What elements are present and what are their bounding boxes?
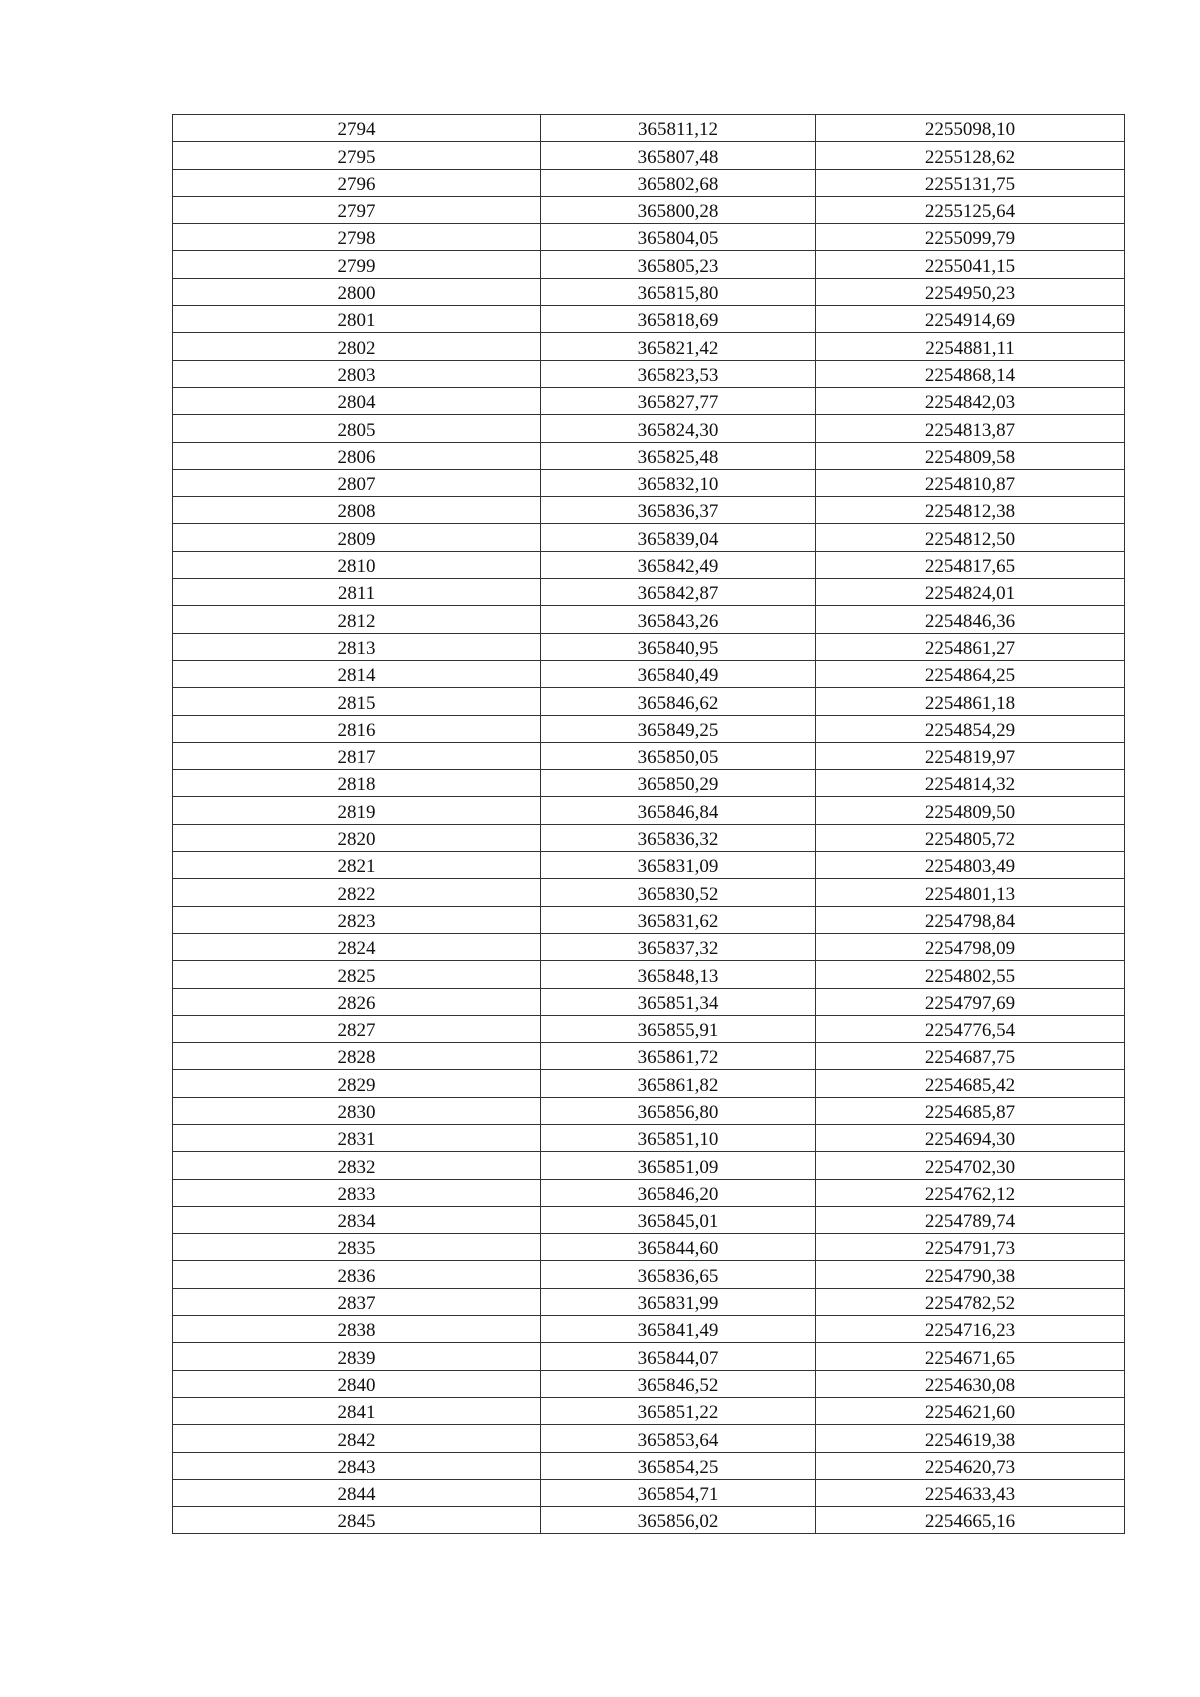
table-row xyxy=(173,1043,1125,1070)
table-row xyxy=(173,278,1125,305)
point-number-cell: 2825 xyxy=(173,961,541,988)
x-coordinate-cell: 365853,64 xyxy=(541,1425,816,1452)
y-coordinate-cell: 2255098,10 xyxy=(816,115,1125,142)
y-coordinate-cell: 2254621,60 xyxy=(816,1397,1125,1424)
y-coordinate-cell: 2254813,87 xyxy=(816,415,1125,442)
x-coordinate-cell: 365850,05 xyxy=(541,742,816,769)
point-number-cell: 2805 xyxy=(173,415,541,442)
point-number-cell: 2829 xyxy=(173,1070,541,1097)
x-coordinate-cell: 365800,28 xyxy=(541,196,816,223)
x-coordinate-cell: 365815,80 xyxy=(541,278,816,305)
y-coordinate-cell: 2254762,12 xyxy=(816,1179,1125,1206)
point-number-cell: 2797 xyxy=(173,196,541,223)
x-coordinate-cell: 365854,71 xyxy=(541,1479,816,1506)
y-coordinate-cell: 2254790,38 xyxy=(816,1261,1125,1288)
table-row xyxy=(173,824,1125,851)
x-coordinate-cell: 365802,68 xyxy=(541,169,816,196)
y-coordinate-cell: 2254914,69 xyxy=(816,306,1125,333)
table-row xyxy=(173,660,1125,687)
x-coordinate-cell: 365851,22 xyxy=(541,1397,816,1424)
point-number-cell: 2809 xyxy=(173,524,541,551)
y-coordinate-cell: 2254665,16 xyxy=(816,1507,1125,1534)
table-row xyxy=(173,142,1125,169)
table-row xyxy=(173,251,1125,278)
x-coordinate-cell: 365861,82 xyxy=(541,1070,816,1097)
point-number-cell: 2826 xyxy=(173,988,541,1015)
table-row xyxy=(173,715,1125,742)
x-coordinate-cell: 365846,52 xyxy=(541,1370,816,1397)
table-row xyxy=(173,633,1125,660)
y-coordinate-cell: 2254633,43 xyxy=(816,1479,1125,1506)
point-number-cell: 2835 xyxy=(173,1234,541,1261)
point-number-cell: 2801 xyxy=(173,306,541,333)
table-row xyxy=(173,1343,1125,1370)
table-row xyxy=(173,551,1125,578)
y-coordinate-cell: 2254868,14 xyxy=(816,360,1125,387)
point-number-cell: 2795 xyxy=(173,142,541,169)
x-coordinate-cell: 365851,09 xyxy=(541,1152,816,1179)
x-coordinate-cell: 365846,84 xyxy=(541,797,816,824)
x-coordinate-cell: 365856,80 xyxy=(541,1097,816,1124)
x-coordinate-cell: 365831,09 xyxy=(541,852,816,879)
table-row xyxy=(173,742,1125,769)
table-row xyxy=(173,1261,1125,1288)
table-row xyxy=(173,333,1125,360)
x-coordinate-cell: 365832,10 xyxy=(541,469,816,496)
table-row xyxy=(173,115,1125,142)
table-row xyxy=(173,1316,1125,1343)
y-coordinate-cell: 2254685,42 xyxy=(816,1070,1125,1097)
x-coordinate-cell: 365849,25 xyxy=(541,715,816,742)
point-number-cell: 2834 xyxy=(173,1206,541,1233)
point-number-cell: 2842 xyxy=(173,1425,541,1452)
x-coordinate-cell: 365811,12 xyxy=(541,115,816,142)
y-coordinate-cell: 2254819,97 xyxy=(816,742,1125,769)
point-number-cell: 2831 xyxy=(173,1124,541,1151)
y-coordinate-cell: 2254776,54 xyxy=(816,1015,1125,1042)
table-row xyxy=(173,1507,1125,1534)
x-coordinate-cell: 365805,23 xyxy=(541,251,816,278)
y-coordinate-cell: 2254864,25 xyxy=(816,660,1125,687)
table-row xyxy=(173,387,1125,414)
x-coordinate-cell: 365846,20 xyxy=(541,1179,816,1206)
table-row xyxy=(173,306,1125,333)
point-number-cell: 2808 xyxy=(173,497,541,524)
y-coordinate-cell: 2254846,36 xyxy=(816,606,1125,633)
y-coordinate-cell: 2254812,38 xyxy=(816,497,1125,524)
y-coordinate-cell: 2254802,55 xyxy=(816,961,1125,988)
y-coordinate-cell: 2254801,13 xyxy=(816,879,1125,906)
y-coordinate-cell: 2255041,15 xyxy=(816,251,1125,278)
y-coordinate-cell: 2254854,29 xyxy=(816,715,1125,742)
y-coordinate-cell: 2254809,50 xyxy=(816,797,1125,824)
y-coordinate-cell: 2254817,65 xyxy=(816,551,1125,578)
point-number-cell: 2799 xyxy=(173,251,541,278)
y-coordinate-cell: 2254671,65 xyxy=(816,1343,1125,1370)
y-coordinate-cell: 2255128,62 xyxy=(816,142,1125,169)
y-coordinate-cell: 2254881,11 xyxy=(816,333,1125,360)
y-coordinate-cell: 2254685,87 xyxy=(816,1097,1125,1124)
y-coordinate-cell: 2254791,73 xyxy=(816,1234,1125,1261)
point-number-cell: 2839 xyxy=(173,1343,541,1370)
point-number-cell: 2812 xyxy=(173,606,541,633)
table-row xyxy=(173,606,1125,633)
table-row xyxy=(173,360,1125,387)
y-coordinate-cell: 2254782,52 xyxy=(816,1288,1125,1315)
coordinates-table xyxy=(172,114,1125,1534)
y-coordinate-cell: 2254797,69 xyxy=(816,988,1125,1015)
table-row xyxy=(173,1097,1125,1124)
point-number-cell: 2816 xyxy=(173,715,541,742)
table-row xyxy=(173,1288,1125,1315)
y-coordinate-cell: 2254789,74 xyxy=(816,1206,1125,1233)
table-row xyxy=(173,906,1125,933)
y-coordinate-cell: 2254814,32 xyxy=(816,770,1125,797)
table-row xyxy=(173,442,1125,469)
y-coordinate-cell: 2255131,75 xyxy=(816,169,1125,196)
point-number-cell: 2803 xyxy=(173,360,541,387)
x-coordinate-cell: 365848,13 xyxy=(541,961,816,988)
x-coordinate-cell: 365830,52 xyxy=(541,879,816,906)
table-row xyxy=(173,579,1125,606)
table-row xyxy=(173,497,1125,524)
point-number-cell: 2815 xyxy=(173,688,541,715)
point-number-cell: 2832 xyxy=(173,1152,541,1179)
point-number-cell: 2811 xyxy=(173,579,541,606)
table-row xyxy=(173,415,1125,442)
x-coordinate-cell: 365837,32 xyxy=(541,933,816,960)
x-coordinate-cell: 365839,04 xyxy=(541,524,816,551)
y-coordinate-cell: 2254702,30 xyxy=(816,1152,1125,1179)
x-coordinate-cell: 365804,05 xyxy=(541,224,816,251)
point-number-cell: 2830 xyxy=(173,1097,541,1124)
x-coordinate-cell: 365843,26 xyxy=(541,606,816,633)
y-coordinate-cell: 2254812,50 xyxy=(816,524,1125,551)
table-row xyxy=(173,524,1125,551)
y-coordinate-cell: 2254805,72 xyxy=(816,824,1125,851)
point-number-cell: 2810 xyxy=(173,551,541,578)
table-row xyxy=(173,1479,1125,1506)
point-number-cell: 2845 xyxy=(173,1507,541,1534)
x-coordinate-cell: 365840,95 xyxy=(541,633,816,660)
point-number-cell: 2823 xyxy=(173,906,541,933)
table-row xyxy=(173,469,1125,496)
point-number-cell: 2817 xyxy=(173,742,541,769)
table-row xyxy=(173,1070,1125,1097)
y-coordinate-cell: 2254798,09 xyxy=(816,933,1125,960)
x-coordinate-cell: 365842,49 xyxy=(541,551,816,578)
x-coordinate-cell: 365836,37 xyxy=(541,497,816,524)
x-coordinate-cell: 365840,49 xyxy=(541,660,816,687)
y-coordinate-cell: 2254803,49 xyxy=(816,852,1125,879)
table-row xyxy=(173,797,1125,824)
x-coordinate-cell: 365844,60 xyxy=(541,1234,816,1261)
point-number-cell: 2841 xyxy=(173,1397,541,1424)
x-coordinate-cell: 365836,32 xyxy=(541,824,816,851)
x-coordinate-cell: 365825,48 xyxy=(541,442,816,469)
x-coordinate-cell: 365845,01 xyxy=(541,1206,816,1233)
y-coordinate-cell: 2254798,84 xyxy=(816,906,1125,933)
table-row xyxy=(173,852,1125,879)
x-coordinate-cell: 365823,53 xyxy=(541,360,816,387)
table-row xyxy=(173,1370,1125,1397)
y-coordinate-cell: 2254842,03 xyxy=(816,387,1125,414)
point-number-cell: 2806 xyxy=(173,442,541,469)
y-coordinate-cell: 2255125,64 xyxy=(816,196,1125,223)
x-coordinate-cell: 365821,42 xyxy=(541,333,816,360)
x-coordinate-cell: 365824,30 xyxy=(541,415,816,442)
y-coordinate-cell: 2254809,58 xyxy=(816,442,1125,469)
x-coordinate-cell: 365854,25 xyxy=(541,1452,816,1479)
x-coordinate-cell: 365831,62 xyxy=(541,906,816,933)
point-number-cell: 2838 xyxy=(173,1316,541,1343)
y-coordinate-cell: 2254620,73 xyxy=(816,1452,1125,1479)
table-row xyxy=(173,1452,1125,1479)
x-coordinate-cell: 365856,02 xyxy=(541,1507,816,1534)
table-row xyxy=(173,1152,1125,1179)
table-row xyxy=(173,224,1125,251)
table-row xyxy=(173,688,1125,715)
y-coordinate-cell: 2255099,79 xyxy=(816,224,1125,251)
table-row xyxy=(173,1206,1125,1233)
point-number-cell: 2819 xyxy=(173,797,541,824)
x-coordinate-cell: 365851,10 xyxy=(541,1124,816,1151)
point-number-cell: 2844 xyxy=(173,1479,541,1506)
point-number-cell: 2833 xyxy=(173,1179,541,1206)
point-number-cell: 2802 xyxy=(173,333,541,360)
x-coordinate-cell: 365807,48 xyxy=(541,142,816,169)
table-row xyxy=(173,169,1125,196)
table-row xyxy=(173,770,1125,797)
table-row xyxy=(173,879,1125,906)
point-number-cell: 2836 xyxy=(173,1261,541,1288)
point-number-cell: 2837 xyxy=(173,1288,541,1315)
point-number-cell: 2840 xyxy=(173,1370,541,1397)
y-coordinate-cell: 2254861,18 xyxy=(816,688,1125,715)
table-row xyxy=(173,988,1125,1015)
y-coordinate-cell: 2254619,38 xyxy=(816,1425,1125,1452)
point-number-cell: 2813 xyxy=(173,633,541,660)
point-number-cell: 2828 xyxy=(173,1043,541,1070)
point-number-cell: 2822 xyxy=(173,879,541,906)
table-row xyxy=(173,1124,1125,1151)
point-number-cell: 2827 xyxy=(173,1015,541,1042)
x-coordinate-cell: 365841,49 xyxy=(541,1316,816,1343)
point-number-cell: 2798 xyxy=(173,224,541,251)
y-coordinate-cell: 2254687,75 xyxy=(816,1043,1125,1070)
table-row xyxy=(173,961,1125,988)
y-coordinate-cell: 2254716,23 xyxy=(816,1316,1125,1343)
table-row xyxy=(173,1425,1125,1452)
x-coordinate-cell: 365861,72 xyxy=(541,1043,816,1070)
table-row xyxy=(173,1397,1125,1424)
point-number-cell: 2796 xyxy=(173,169,541,196)
x-coordinate-cell: 365842,87 xyxy=(541,579,816,606)
x-coordinate-cell: 365855,91 xyxy=(541,1015,816,1042)
point-number-cell: 2824 xyxy=(173,933,541,960)
y-coordinate-cell: 2254861,27 xyxy=(816,633,1125,660)
y-coordinate-cell: 2254824,01 xyxy=(816,579,1125,606)
y-coordinate-cell: 2254694,30 xyxy=(816,1124,1125,1151)
x-coordinate-cell: 365836,65 xyxy=(541,1261,816,1288)
point-number-cell: 2794 xyxy=(173,115,541,142)
y-coordinate-cell: 2254810,87 xyxy=(816,469,1125,496)
x-coordinate-cell: 365846,62 xyxy=(541,688,816,715)
x-coordinate-cell: 365844,07 xyxy=(541,1343,816,1370)
point-number-cell: 2821 xyxy=(173,852,541,879)
table-row xyxy=(173,1179,1125,1206)
point-number-cell: 2807 xyxy=(173,469,541,496)
x-coordinate-cell: 365851,34 xyxy=(541,988,816,1015)
table-row xyxy=(173,196,1125,223)
point-number-cell: 2800 xyxy=(173,278,541,305)
x-coordinate-cell: 365831,99 xyxy=(541,1288,816,1315)
table-row xyxy=(173,933,1125,960)
point-number-cell: 2843 xyxy=(173,1452,541,1479)
point-number-cell: 2818 xyxy=(173,770,541,797)
x-coordinate-cell: 365818,69 xyxy=(541,306,816,333)
table-row xyxy=(173,1234,1125,1261)
coordinates-table-body xyxy=(173,115,1125,1534)
x-coordinate-cell: 365827,77 xyxy=(541,387,816,414)
x-coordinate-cell: 365850,29 xyxy=(541,770,816,797)
table-row xyxy=(173,1015,1125,1042)
point-number-cell: 2804 xyxy=(173,387,541,414)
point-number-cell: 2814 xyxy=(173,660,541,687)
y-coordinate-cell: 2254630,08 xyxy=(816,1370,1125,1397)
y-coordinate-cell: 2254950,23 xyxy=(816,278,1125,305)
point-number-cell: 2820 xyxy=(173,824,541,851)
